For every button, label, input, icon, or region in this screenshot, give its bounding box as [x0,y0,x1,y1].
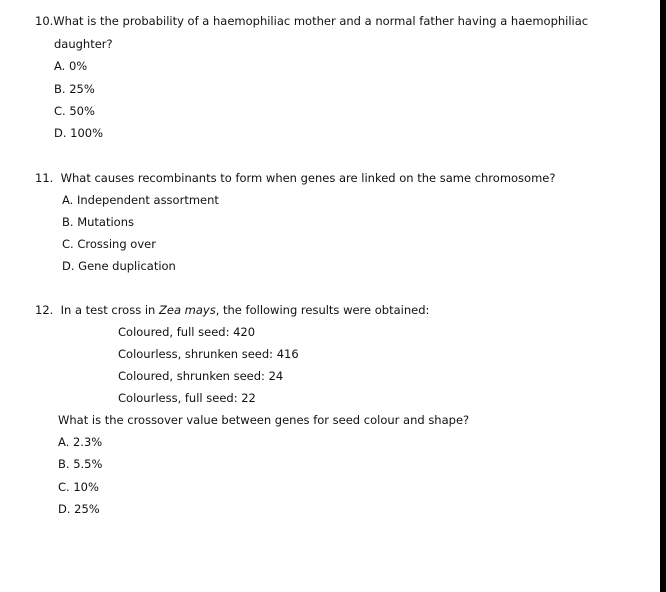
option-c: C. Crossing over [62,237,156,251]
result-line: Coloured, shrunken seed: 24 [118,369,284,383]
question-text: In a test cross in [60,303,159,317]
question-12-prompt: What is the crossover value between genes for seed colour and shape? [58,413,470,427]
option-a: A. Independent assortment [62,193,219,207]
option-a: A. 2.3% [58,435,103,449]
question-12-line [35,303,429,317]
option-d: D. 25% [58,502,100,516]
question-text: , the following results were obtained: [215,303,430,317]
question-number: 12. [35,303,54,317]
option-c: C. 50% [54,104,95,118]
page-edge-border [660,0,666,592]
result-line: Coloured, full seed: 420 [118,325,256,339]
question-10-line2: daughter? [54,37,113,51]
option-b: B. 25% [54,82,95,96]
option-b: B. 5.5% [58,457,103,471]
question-number: 10. [35,14,54,28]
species-name: Zea mays [159,303,216,317]
option-b: B. Mutations [62,215,134,229]
option-c: C. 10% [58,480,99,494]
option-d: D. 100% [54,126,104,140]
result-line: Colourless, full seed: 22 [118,391,256,405]
question-10-line1 [35,14,588,28]
option-a: A. 0% [54,59,88,73]
question-text: What is the probability of a haemophiliac mother and a normal father having a haemophiliac [53,14,589,28]
question-number: 11. [35,171,54,185]
question-text: What causes recombinants to form when genes are linked on the same chromosome? [60,171,556,185]
question-11-line [35,171,555,185]
result-line: Colourless, shrunken seed: 416 [118,347,299,361]
option-d: D. Gene duplication [62,259,176,273]
